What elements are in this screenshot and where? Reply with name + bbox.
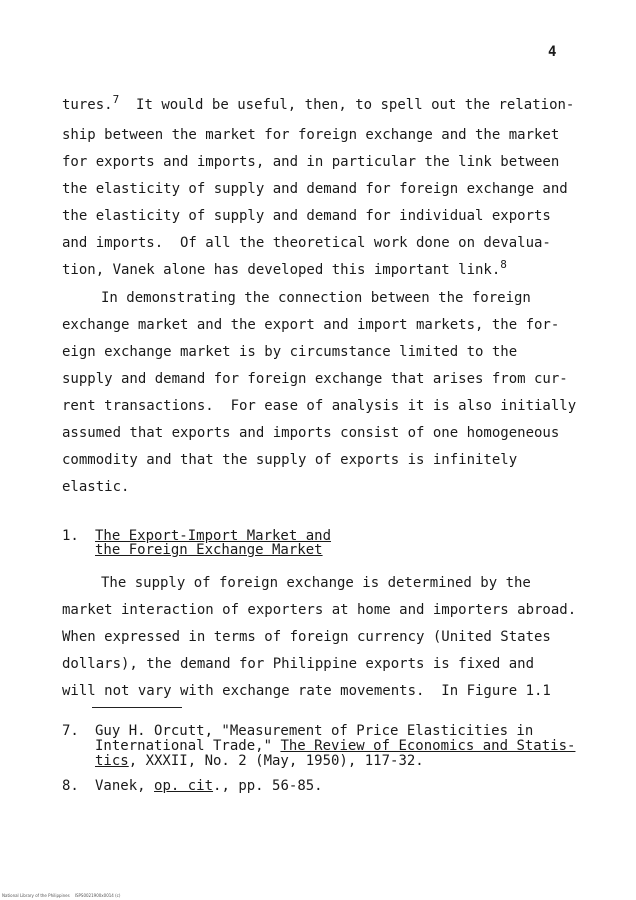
footnote-number: 7. — [62, 723, 79, 739]
archive-footer: National Library of the Philippines ISPS0021900x0014 (c) — [2, 893, 121, 898]
paragraph-line: exchange market and the export and import markets, the for- — [62, 317, 560, 333]
paragraph-line: tion, Vanek alone has developed this important link.$^8$ — [62, 258, 507, 278]
paragraph-line: will not vary with exchange rate movements. In Figure 1.1 — [62, 683, 551, 699]
journal-title: The Review of Economics and Statis- — [280, 738, 576, 754]
paragraph-line: the elasticity of supply and demand for individual exports — [62, 208, 551, 224]
section-title: The Export-Import Market and — [95, 528, 332, 544]
paragraph-line: for exports and imports, and in particular the link between — [62, 154, 560, 170]
footnote-divider — [92, 707, 182, 708]
paragraph-line: When expressed in terms of foreign currency (United States — [62, 629, 551, 645]
paragraph-line: rent transactions. For ease of analysis it is also initially — [62, 398, 577, 414]
journal-title: tics — [95, 753, 129, 769]
paragraph-line: the elasticity of supply and demand for foreign exchange and — [62, 181, 568, 197]
paragraph-line: commodity and that the supply of exports is infinitely — [62, 452, 518, 468]
section-title: the Foreign Exchange Market — [95, 542, 323, 558]
footnote-text: International Trade," The Review of Economics and Statis- — [95, 738, 576, 754]
paragraph-line: In demonstrating the connection between the foreign — [101, 290, 531, 306]
footnote-text: tics, XXXII, No. 2 (May, 1950), 117-32. — [95, 753, 424, 769]
section-number: 1. — [62, 528, 79, 544]
footnote-ref: 8 — [500, 258, 507, 271]
paragraph-line: assumed that exports and imports consist of one homogeneous — [62, 425, 560, 441]
paragraph-line: ship between the market for foreign exchange and the market — [62, 127, 560, 143]
paragraph-line: dollars), the demand for Philippine exports is fixed and — [62, 656, 535, 672]
paragraph-line: supply and demand for foreign exchange that arises from cur- — [62, 371, 568, 387]
footnote-text: Guy H. Orcutt, "Measurement of Price Elasticities in — [95, 723, 534, 739]
footnote-ref: 7 — [112, 93, 120, 106]
paragraph-line: elastic. — [62, 479, 130, 495]
citation-abbrev: op. cit — [154, 778, 214, 794]
paragraph-line: and imports. Of all the theoretical work done on devalua- — [62, 235, 551, 251]
footnote-number: 8. — [62, 778, 79, 794]
footnote-text: Vanek, op. cit., pp. 56-85. — [95, 778, 323, 794]
paragraph-line: market interaction of exporters at home and importers abroad. — [62, 602, 577, 618]
paragraph-line: tures.$^7$ It would be useful, then, to spell out the relation- — [62, 93, 575, 113]
page-number: 4 — [548, 44, 557, 60]
paragraph-line: eign exchange market is by circumstance limited to the — [62, 344, 518, 360]
paragraph-line: The supply of foreign exchange is determined by the — [101, 575, 531, 591]
